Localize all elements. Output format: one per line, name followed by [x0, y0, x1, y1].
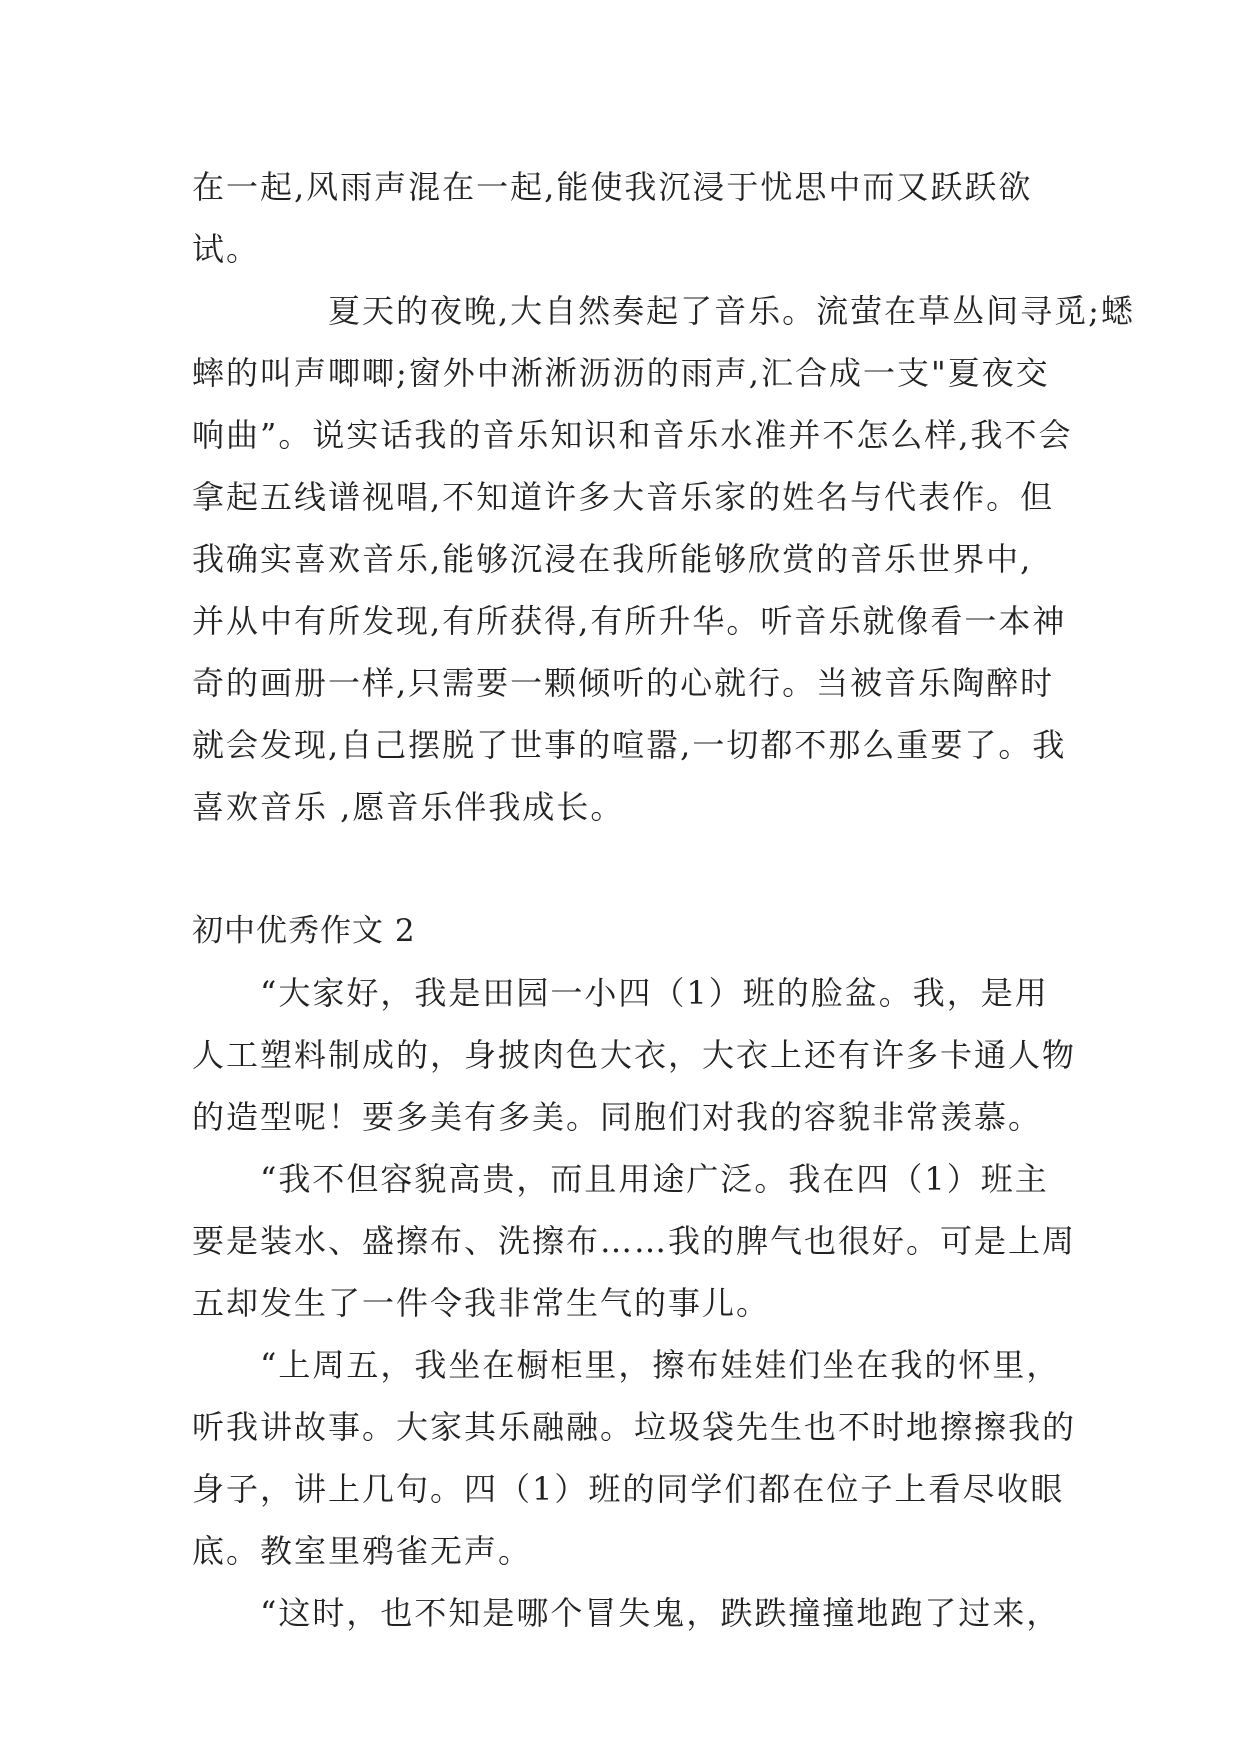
- paragraph-summer-night: [192, 280, 1135, 838]
- text-line: 就会发现,自己摆脱了世事的喧嚣,一切都不那么重要了。我: [192, 726, 1067, 764]
- text-line: 的造型呢！要多美有多美。同胞们对我的容貌非常羡慕。: [192, 1098, 1043, 1136]
- text-line: 试。: [192, 230, 261, 268]
- text-line: 在一起,风雨声混在一起,能使我沉浸于忧思中而又跃跃欲: [192, 168, 1033, 206]
- text-line: “上周五，我坐在橱柜里，擦布娃娃们坐在我的怀里，: [260, 1346, 1061, 1384]
- text-line: 喜欢音乐 ,愿音乐伴我成长。: [192, 788, 625, 826]
- text-line: 五却发生了一件令我非常生气的事儿。: [192, 1284, 771, 1322]
- text-line: 身子，讲上几句。四（1）班的同学们都在位子上看尽收眼: [192, 1470, 1065, 1508]
- text-line: “我不但容貌高贵，而且用途广泛。我在四（1）班主: [260, 1160, 1049, 1198]
- paragraph-continuation: [192, 156, 1052, 280]
- text-line: 人工塑料制成的，身披肉色大衣，大衣上还有许多卡通人物: [192, 1036, 1077, 1074]
- text-line: “这时，也不知是哪个冒失鬼，跌跌撞撞地跑了过来，: [260, 1594, 1061, 1632]
- text-line: 底。教室里鸦雀无声。: [192, 1532, 533, 1570]
- section-heading: 初中优秀作文 2: [192, 913, 416, 949]
- text-line: 我确实喜欢音乐,能够沉浸在我所能够欣赏的音乐世界中,: [192, 540, 1033, 578]
- text-line: 要是装水、盛擦布、洗擦布……我的脾气也很好。可是上周: [192, 1222, 1077, 1260]
- text-line: 响曲”。说实话我的音乐知识和音乐水准并不怎么样,我不会: [192, 416, 1073, 454]
- paragraph-uses: [192, 1148, 1077, 1334]
- text-line: 拿起五线谱视唱,不知道许多大音乐家的姓名与代表作。但: [192, 478, 1055, 516]
- text-line: 蟀的叫声唧唧;窗外中淅淅沥沥的雨声,汇合成一支"夏夜交: [192, 354, 1050, 392]
- paragraph-last-friday: [192, 1334, 1077, 1582]
- text-line: “大家好，我是田园一小四（1）班的脸盆。我，是用: [260, 974, 1049, 1012]
- text-line: 并从中有所发现,有所获得,有所升华。听音乐就像看一本神: [192, 602, 1067, 640]
- text-line: 夏天的夜晚,大自然奏起了音乐。流萤在草丛间寻觅;蟋: [328, 292, 1135, 330]
- text-line: 听我讲故事。大家其乐融融。垃圾袋先生也不时地擦擦我的: [192, 1408, 1077, 1446]
- paragraph-at-this-time: [192, 1582, 1061, 1644]
- document-body: [192, 156, 1135, 1644]
- paragraph-intro: [192, 962, 1077, 1148]
- text-line: 奇的画册一样,只需要一颗倾听的心就行。当被音乐陶醉时: [192, 664, 1055, 702]
